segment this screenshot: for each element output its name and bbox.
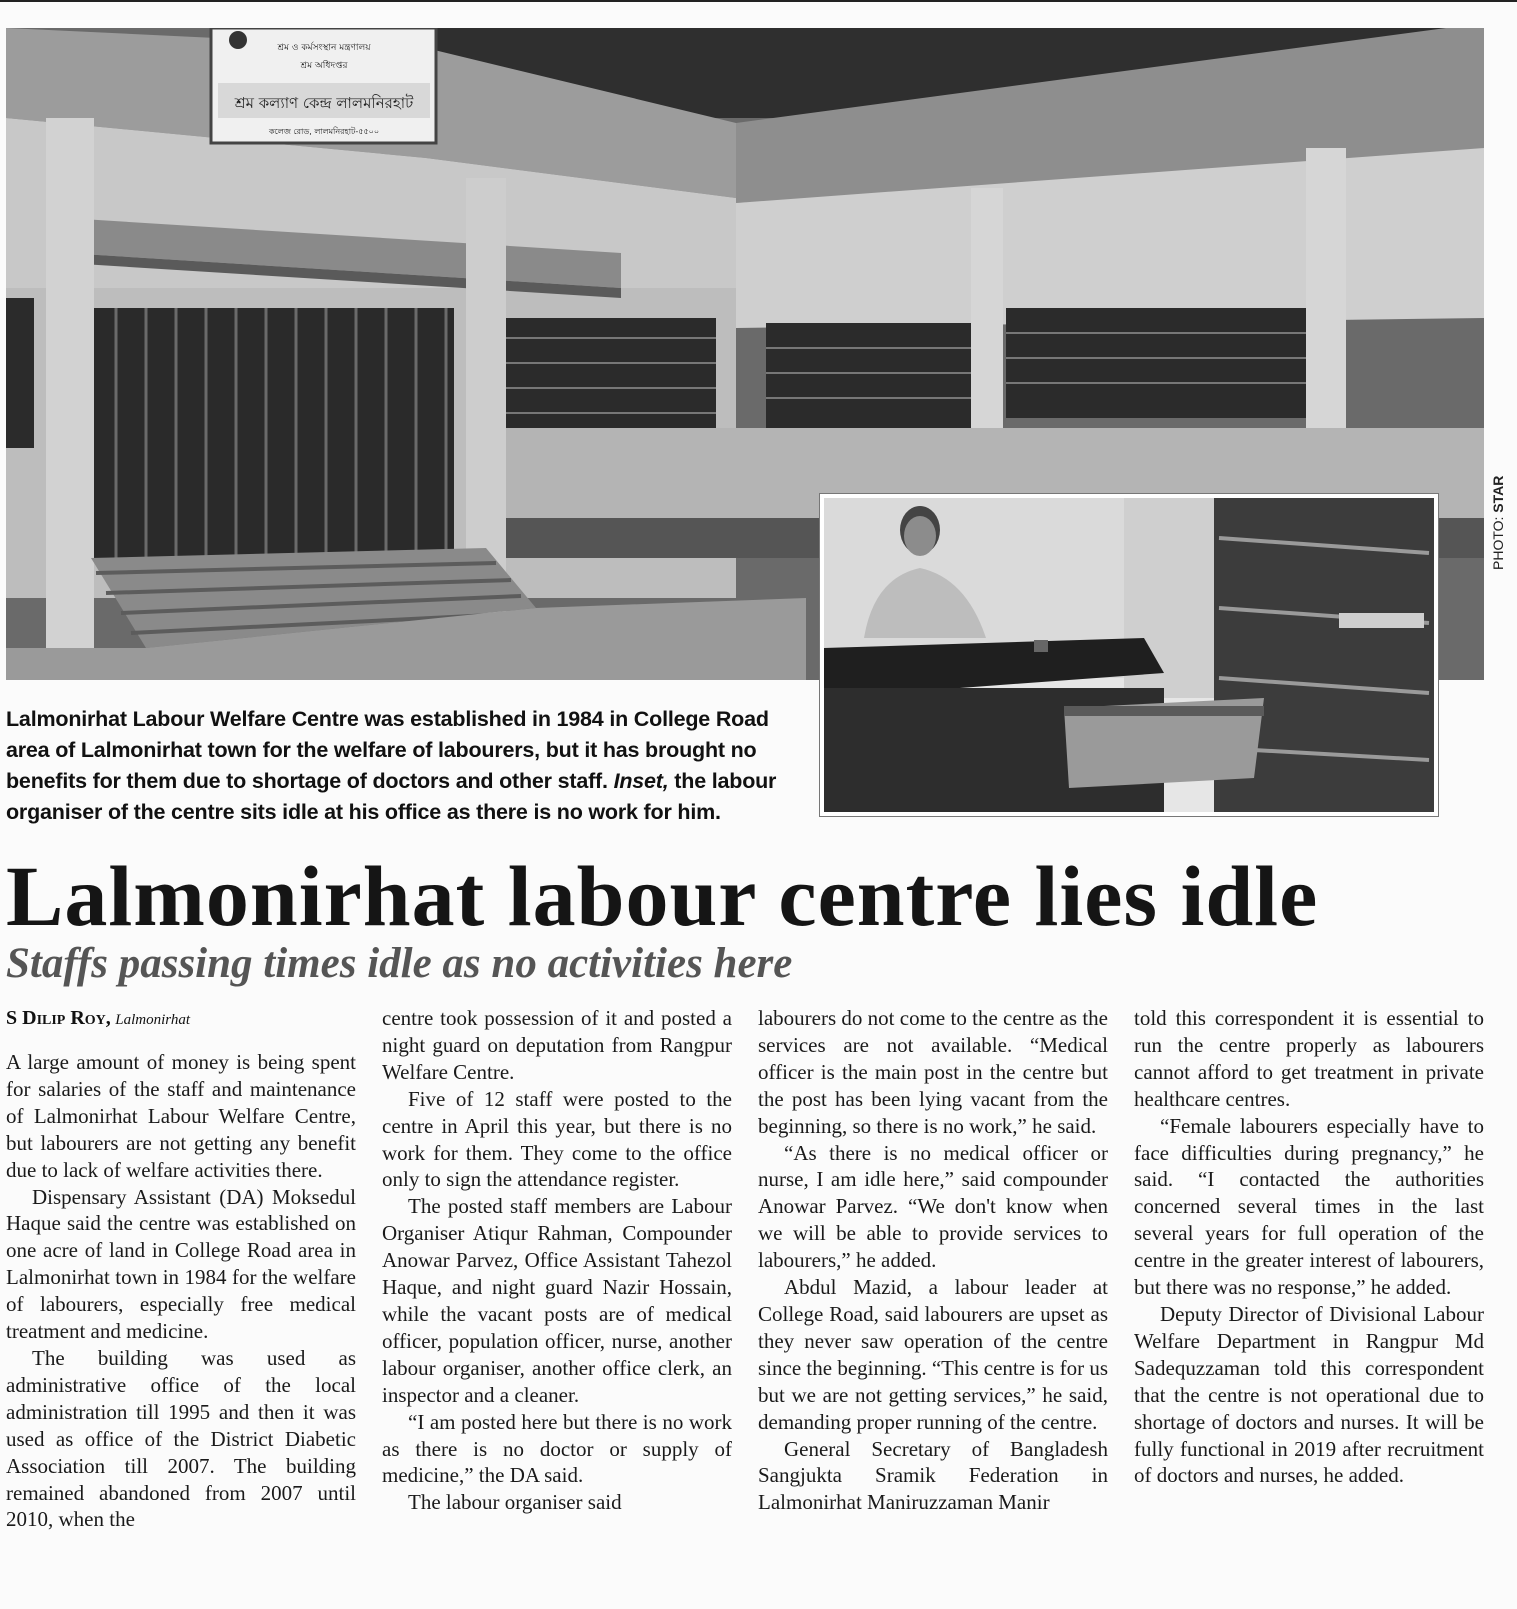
article-paragraph: Deputy Director of Divisional Labour Welfare Department in Rangpur Md Sadequzzaman told this correspondent that the centre is not operational due to shortage of doctors and nurses. It will be fully functional in 2019 after recruitment of doctors and nurses, he added. xyxy=(1134,1301,1484,1488)
caption-inset-label: Inset, xyxy=(613,769,669,793)
article-paragraph: “I am posted here but there is no work as there is no doctor or supply of medicine,” the DA said. xyxy=(382,1409,732,1488)
article-paragraph: Abdul Mazid, a labour leader at College Road, said labourers are upset as they never saw operation of the centre since the beginning. “This centre is for us but we are not getting services,” he said, demanding proper running of the centre. xyxy=(758,1275,1108,1434)
article-paragraph: The building was used as administrative office of the local administration till 1995 and then it was used as office of the District Diabetic Association till 2007. The building remained abandoned from 2007 until 2010, when the xyxy=(6,1345,356,1532)
photo-credit-label: PHOTO: xyxy=(1490,516,1506,570)
photo-credit-source: STAR xyxy=(1490,475,1506,513)
article-paragraph: The posted staff members are Labour Organiser Atiqur Rahman, Compounder Anowar Parvez, Office Assistant Tahezol Haque, and night guard Nazir Hossain, while the vacant posts are of medical officer, population officer, nurse, another labour organiser, another office clerk, an inspector and a cleaner. xyxy=(382,1194,732,1407)
photo-caption xyxy=(6,704,796,828)
article-paragraph: Dispensary Assistant (DA) Moksedul Haque said the centre was established on one acre of land in College Road area in Lalmonirhat town in 1984 for the welfare of labourers, especially free medical treatment and medicine. xyxy=(6,1184,356,1344)
sign-line-2: শ্রম অধিদপ্তর xyxy=(300,61,348,71)
top-rule xyxy=(0,0,1517,2)
article-paragraph: The labour organiser said xyxy=(408,1490,622,1515)
caption-text-before: Lalmonirhat Labour Welfare Centre was established in 1984 in College Road area of Lalmonirhat town for the welfare of labourers, but it has brought no benefits for them due to shortage of doctors and other staff. xyxy=(6,707,769,793)
article-paragraph: Five of 12 staff were posted to the centre in April this year, but there is no work for them. They come to the office only to sign the attendance register. xyxy=(382,1086,732,1192)
article-column-3 xyxy=(758,1005,1108,1516)
sign-line-3: কলেজ রোড, লালমনিরহাট-৫৫০০ xyxy=(268,127,380,136)
headline: Lalmonirhat labour centre lies idle xyxy=(6,848,1319,944)
byline-location: Lalmonirhat xyxy=(115,1012,191,1028)
subheadline: Staffs passing times idle as no activities here xyxy=(6,940,793,987)
caption-text-after: the labour organiser of the centre sits idle at his office as there is no work for him. xyxy=(6,769,777,824)
inset-photo xyxy=(820,494,1438,816)
article-paragraph: labourers do not come to the centre as the services are not available. “Medical officer is the main post in the centre but the post has been lying vacant from the beginning, so there is no work,” he said. xyxy=(758,1006,1108,1138)
sign-main: শ্রম কল্যাণ কেন্দ্র লালমনিরহাট xyxy=(234,94,414,112)
photo-credit xyxy=(1490,476,1506,570)
article-paragraph: General Secretary of Bangladesh Sangjukta Sramik Federation in Lalmonirhat Maniruzzaman Manir xyxy=(758,1436,1108,1515)
article-paragraph: told this correspondent it is essential to run the centre properly as labourers cannot afford to get treatment in private healthcare centres. xyxy=(1134,1006,1484,1111)
office-photo-illustration xyxy=(824,498,1434,812)
article-column-2 xyxy=(382,1005,732,1516)
article-paragraph: “As there is no medical officer or nurse, I am idle here,” said compounder Anowar Parvez. “We don't know when we will be able to provide services to labourers,” he added. xyxy=(758,1140,1108,1273)
article-column-1 xyxy=(6,1049,356,1533)
article-paragraph: centre took possession of it and posted a night guard on deputation from Rangpur Welfare Centre. xyxy=(382,1006,732,1084)
byline-author: S Dilip Roy, xyxy=(6,1007,111,1029)
article-paragraph: A large amount of money is being spent for salaries of the staff and maintenance of Lalmonirhat Labour Welfare Centre, but labourers are not getting any benefit due to lack of welfare activities there. xyxy=(6,1050,356,1182)
article-column-4 xyxy=(1134,1005,1484,1489)
sign-line-1: শ্রম ও কর্মসংস্থান মন্ত্রণালয় xyxy=(277,43,371,53)
byline xyxy=(6,1007,190,1030)
article-paragraph: “Female labourers especially have to face difficulties during pregnancy,” he said. “I contacted the authorities concerned several times in the last several years for full operation of the centre in the greater interest of labourers, but there was no response,” he added. xyxy=(1134,1113,1484,1300)
